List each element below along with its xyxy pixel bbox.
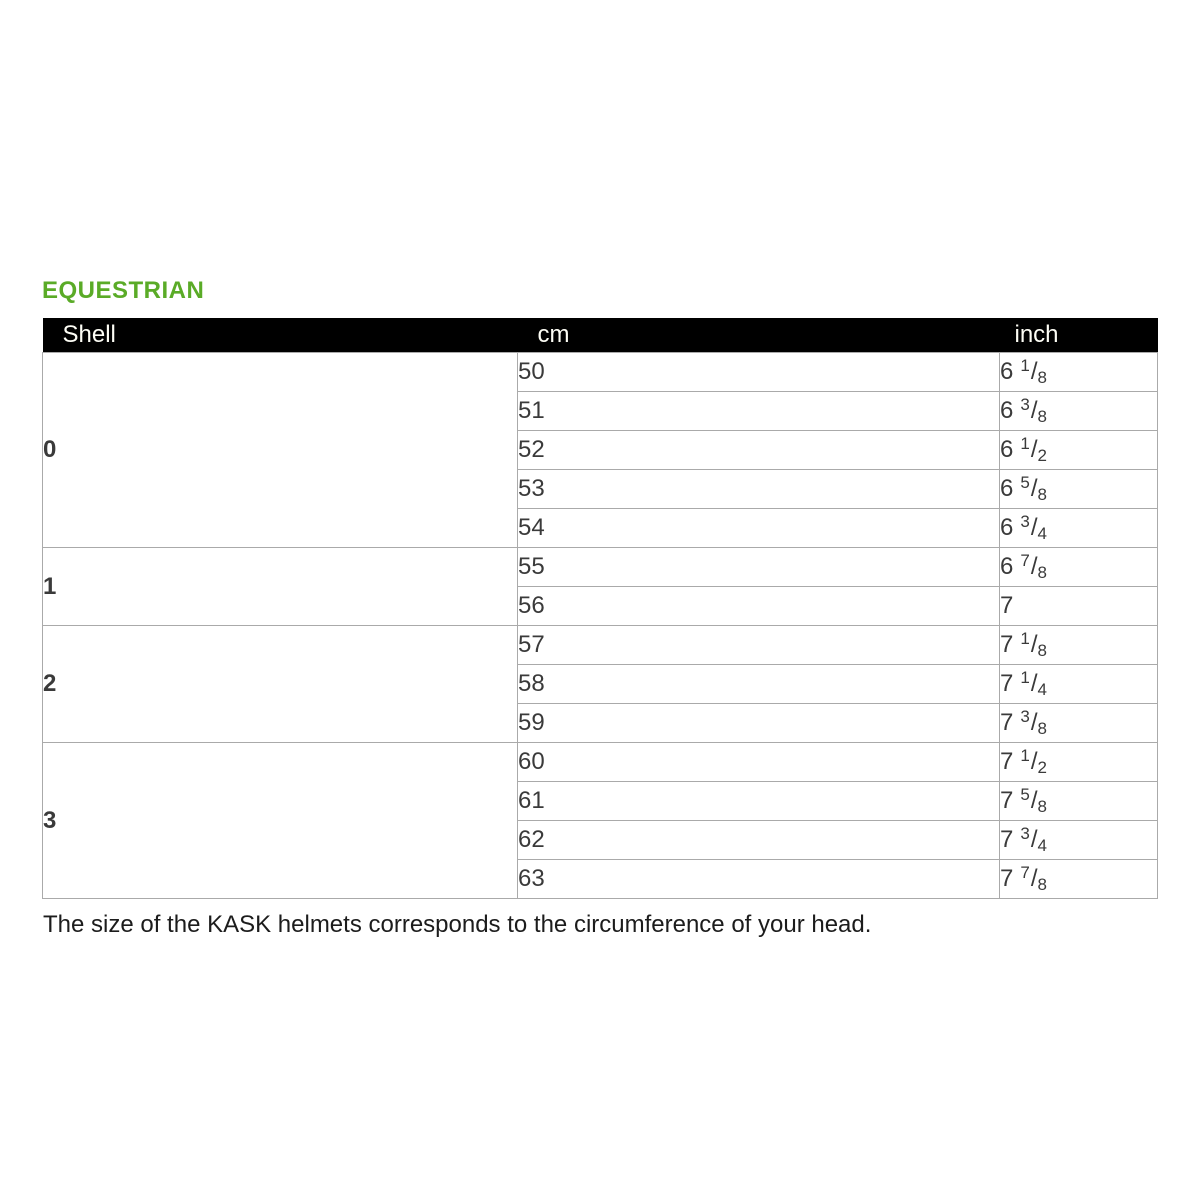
inch-value [1000, 470, 1158, 509]
cm-value: 54 [518, 509, 1000, 548]
inch-value [1000, 860, 1158, 899]
inch-whole: 7 [1000, 631, 1014, 658]
cm-value: 62 [518, 821, 1000, 860]
inch-whole: 7 [1000, 865, 1014, 892]
inch-numerator: 1 [1020, 668, 1030, 687]
cm-value: 50 [518, 353, 1000, 392]
inch-denominator: 8 [1037, 641, 1047, 660]
inch-whole: 7 [1000, 787, 1014, 814]
inch-numerator: 3 [1020, 824, 1030, 843]
inch-denominator: 8 [1037, 485, 1047, 504]
cm-value: 53 [518, 470, 1000, 509]
inch-whole: 6 [1000, 397, 1014, 424]
cm-value: 58 [518, 665, 1000, 704]
inch-denominator: 8 [1037, 368, 1047, 387]
inch-denominator: 4 [1037, 524, 1047, 543]
inch-denominator: 8 [1037, 875, 1047, 894]
page-title: EQUESTRIAN [42, 277, 205, 304]
inch-value [1000, 665, 1158, 704]
cm-value: 60 [518, 743, 1000, 782]
fraction-slash: / [1030, 436, 1038, 463]
fraction-slash: / [1030, 475, 1038, 502]
inch-value [1000, 431, 1158, 470]
column-header-cm: cm [518, 318, 1000, 353]
inch-denominator: 8 [1037, 563, 1047, 582]
inch-numerator: 1 [1020, 629, 1030, 648]
inch-denominator: 2 [1037, 446, 1047, 465]
fraction-slash: / [1030, 397, 1038, 424]
table-row [43, 548, 1158, 587]
table-header-row [43, 318, 1158, 353]
inch-whole: 6 [1000, 553, 1014, 580]
inch-whole: 6 [1000, 475, 1014, 502]
inch-denominator: 2 [1037, 758, 1047, 777]
shell-group-label: 2 [43, 626, 518, 743]
inch-whole: 7 [1000, 826, 1014, 853]
cm-value: 57 [518, 626, 1000, 665]
cm-value: 61 [518, 782, 1000, 821]
table-row [43, 626, 1158, 665]
fraction-slash: / [1030, 631, 1038, 658]
fraction-slash: / [1030, 787, 1038, 814]
fraction-slash: / [1030, 826, 1038, 853]
inch-value [1000, 548, 1158, 587]
inch-denominator: 8 [1037, 797, 1047, 816]
fraction-slash: / [1030, 748, 1038, 775]
inch-whole: 7 [1000, 748, 1014, 775]
fraction-slash: / [1030, 865, 1038, 892]
inch-value [1000, 353, 1158, 392]
inch-denominator: 4 [1037, 836, 1047, 855]
footer-note: The size of the KASK helmets corresponds to the circumference of your head. [43, 911, 872, 938]
inch-numerator: 7 [1020, 551, 1030, 570]
inch-denominator: 4 [1037, 680, 1047, 699]
size-chart-section [42, 276, 1157, 939]
inch-numerator: 1 [1020, 356, 1030, 375]
inch-numerator: 3 [1020, 395, 1030, 414]
inch-whole: 6 [1000, 514, 1014, 541]
cm-value: 52 [518, 431, 1000, 470]
shell-group-label: 1 [43, 548, 518, 626]
fraction-slash: / [1030, 709, 1038, 736]
fraction-slash: / [1030, 514, 1038, 541]
inch-whole: 6 [1000, 358, 1014, 385]
column-header-inch: inch [1000, 318, 1158, 353]
size-table [42, 318, 1158, 899]
inch-numerator: 3 [1020, 707, 1030, 726]
fraction-slash: / [1030, 358, 1038, 385]
inch-numerator: 5 [1020, 785, 1030, 804]
cm-value: 51 [518, 392, 1000, 431]
inch-numerator: 5 [1020, 473, 1030, 492]
fraction-slash: / [1030, 670, 1038, 697]
inch-value [1000, 509, 1158, 548]
inch-value [1000, 626, 1158, 665]
inch-whole: 7 [1000, 670, 1014, 697]
cm-value: 56 [518, 587, 1000, 626]
cm-value: 59 [518, 704, 1000, 743]
inch-whole: 7 [1000, 709, 1014, 736]
shell-group-label: 3 [43, 743, 518, 899]
fraction-slash: / [1030, 553, 1038, 580]
column-header-shell: Shell [43, 318, 518, 353]
inch-numerator: 7 [1020, 863, 1030, 882]
inch-value [1000, 782, 1158, 821]
cm-value: 55 [518, 548, 1000, 587]
inch-numerator: 3 [1020, 512, 1030, 531]
inch-denominator: 8 [1037, 407, 1047, 426]
shell-group-label: 0 [43, 353, 518, 548]
inch-numerator: 1 [1020, 746, 1030, 765]
inch-whole: 7 [1000, 592, 1014, 619]
inch-whole: 6 [1000, 436, 1014, 463]
inch-value [1000, 821, 1158, 860]
inch-value [1000, 743, 1158, 782]
inch-numerator: 1 [1020, 434, 1030, 453]
inch-value [1000, 704, 1158, 743]
cm-value: 63 [518, 860, 1000, 899]
inch-value [1000, 587, 1158, 626]
inch-denominator: 8 [1037, 719, 1047, 738]
table-row [43, 353, 1158, 392]
inch-value [1000, 392, 1158, 431]
table-row [43, 743, 1158, 782]
